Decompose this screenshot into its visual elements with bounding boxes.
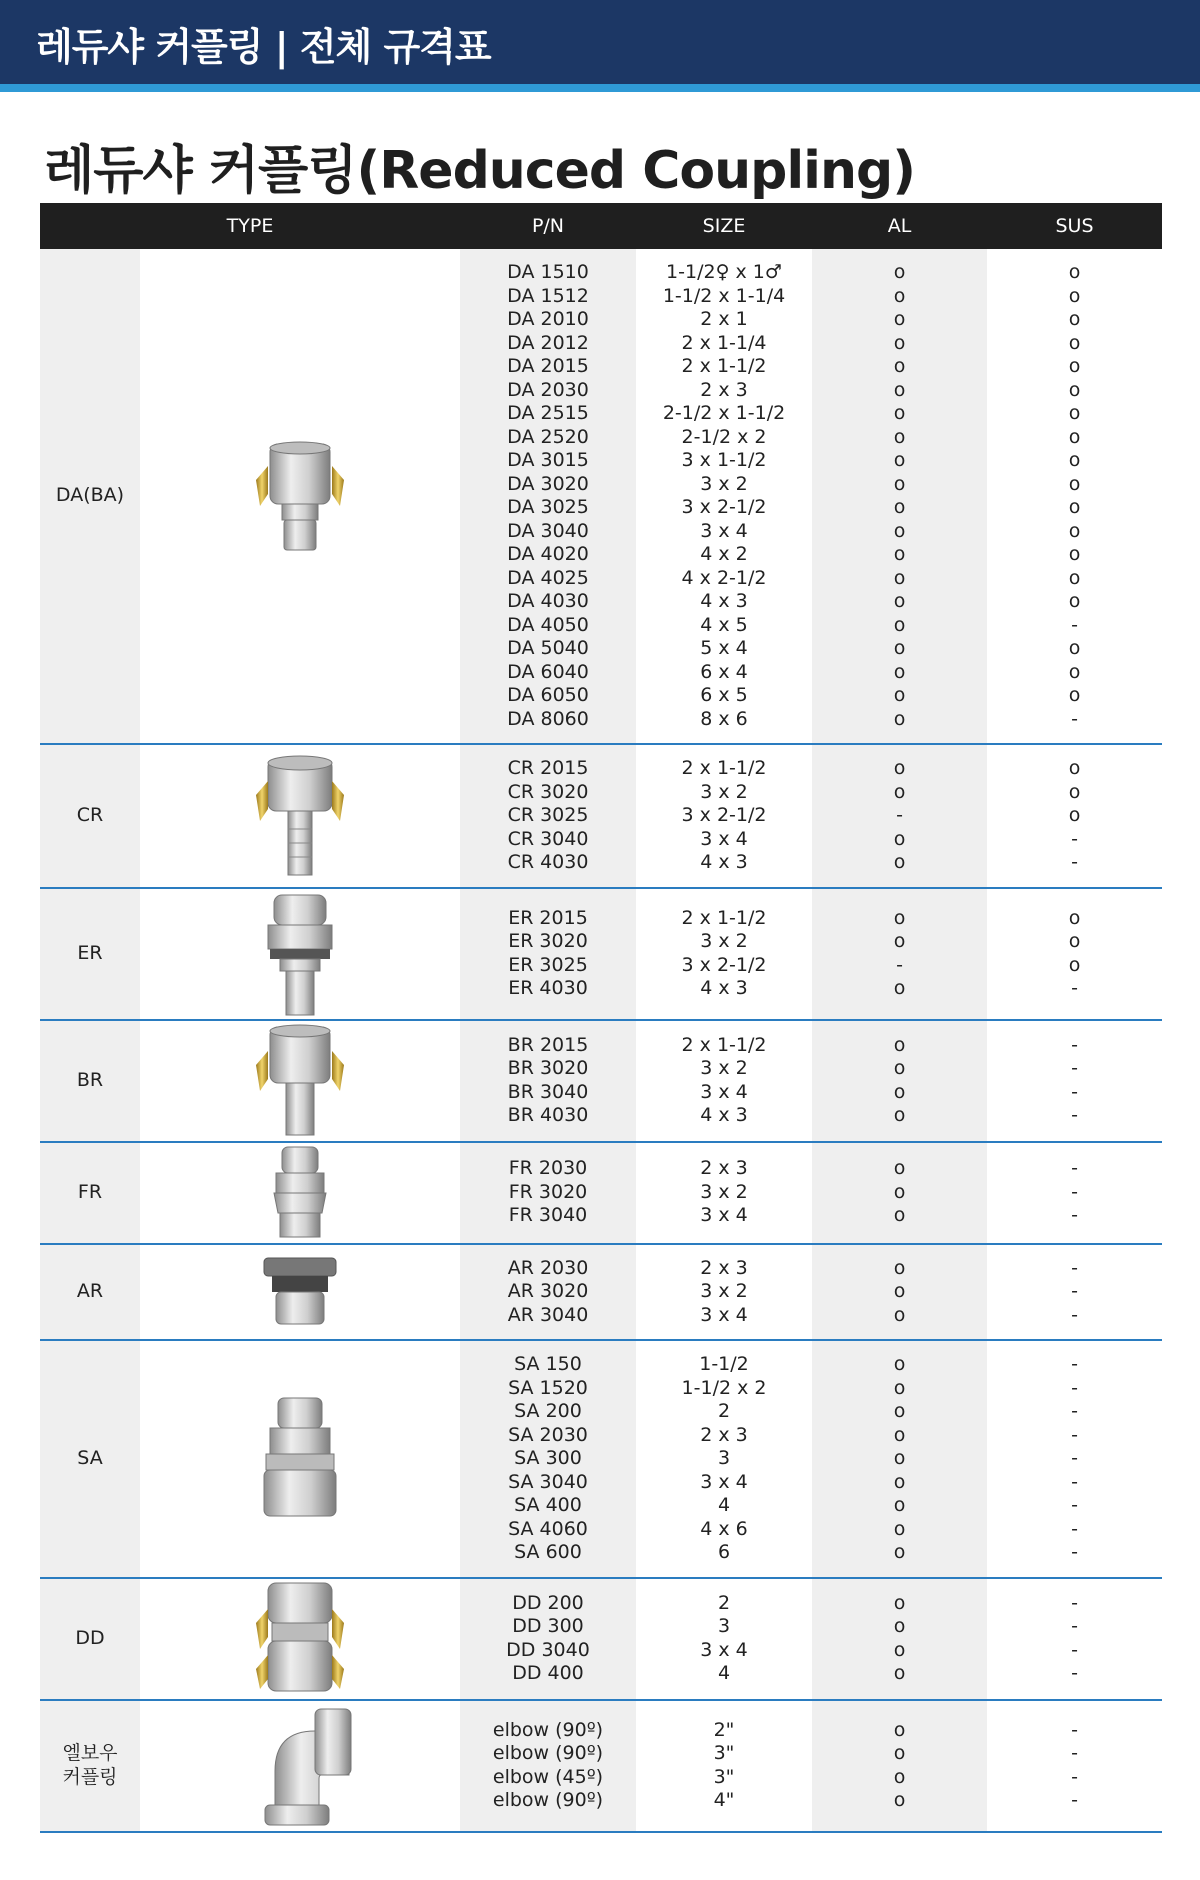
pn-cell: DA 6040 <box>507 660 589 683</box>
al-cell: o <box>893 284 906 307</box>
pn-cell: DA 3025 <box>507 496 589 518</box>
size-cell: 2 <box>717 1400 731 1422</box>
sus-cell: o <box>1068 378 1081 401</box>
pn-column <box>460 889 636 1019</box>
table-group <box>40 1341 1162 1579</box>
pn-cell: DA 2010 <box>507 308 589 330</box>
header-pn: P/N <box>531 215 565 237</box>
pn-cell: elbow (90º) <box>492 1789 604 1811</box>
al-cell: o <box>893 472 906 495</box>
header-size: SIZE <box>702 215 746 237</box>
size-cell: 4 x 5 <box>700 613 748 636</box>
size-cell: 5 x 4 <box>700 637 748 659</box>
sus-cell: o <box>1068 566 1081 589</box>
sus-cell: o <box>1068 449 1081 471</box>
header-type: TYPE <box>226 215 274 237</box>
size-cell: 4 x 6 <box>700 1517 748 1540</box>
sus-cell: - <box>1071 1033 1078 1056</box>
size-cell: 2-1/2 x 2 <box>681 425 767 448</box>
type-label: DA(BA) <box>40 249 140 743</box>
size-cell: 3 x 2-1/2 <box>681 496 767 518</box>
al-cell: - <box>896 953 903 976</box>
pn-column <box>460 1341 636 1577</box>
pn-cell: DA 4020 <box>507 543 589 565</box>
size-cell: 3 x 4 <box>700 1638 748 1661</box>
al-cell: o <box>893 1080 906 1103</box>
sus-column <box>987 1143 1162 1243</box>
size-cell: 4 x 3 <box>700 1104 748 1126</box>
size-cell: 2 <box>717 1591 731 1614</box>
top-banner <box>0 0 1200 84</box>
pn-cell: DA 2030 <box>507 378 589 401</box>
table-group <box>40 1701 1162 1833</box>
sus-cell: - <box>1071 1376 1078 1399</box>
sus-column <box>987 1021 1162 1141</box>
sus-column <box>987 1701 1162 1831</box>
size-cell: 3 x 2-1/2 <box>681 953 767 976</box>
al-cell: o <box>893 1615 906 1637</box>
table-group <box>40 1021 1162 1143</box>
al-cell: o <box>893 1256 906 1279</box>
size-cell: 2 x 3 <box>700 378 748 401</box>
al-column <box>812 1341 987 1577</box>
size-cell: 6 x 5 <box>700 684 748 706</box>
fr-coupling-image <box>140 1143 460 1243</box>
size-cell: 2 x 1 <box>700 308 748 330</box>
size-cell: 3 x 2 <box>700 930 748 952</box>
pn-cell: DA 2520 <box>507 425 589 448</box>
al-cell: o <box>893 449 906 471</box>
pn-column <box>460 1021 636 1141</box>
al-cell: o <box>893 331 906 354</box>
al-cell: - <box>896 804 903 826</box>
al-column <box>812 1021 987 1141</box>
size-column <box>636 1579 812 1699</box>
size-cell: 3 x 2 <box>700 1057 748 1079</box>
size-cell: 3 x 2 <box>700 1280 748 1302</box>
al-cell: o <box>893 1303 906 1326</box>
al-cell: o <box>893 1541 906 1563</box>
al-column <box>812 1143 987 1243</box>
size-cell: 2 x 3 <box>700 1423 748 1446</box>
ar-coupling-image <box>140 1245 460 1340</box>
sus-column <box>987 1579 1162 1699</box>
al-cell: o <box>893 1662 906 1684</box>
pn-column <box>460 1579 636 1699</box>
al-column <box>812 745 987 887</box>
size-cell: 2" <box>713 1718 735 1741</box>
size-cell: 4 <box>717 1494 731 1516</box>
pn-cell: BR 2015 <box>507 1033 589 1056</box>
al-cell: o <box>893 496 906 518</box>
al-column <box>812 249 987 743</box>
al-cell: o <box>893 1376 906 1399</box>
pn-cell: BR 3020 <box>507 1057 589 1079</box>
pn-cell: DA 1510 <box>507 261 589 283</box>
size-cell: 3 x 4 <box>700 1303 748 1326</box>
pn-cell: DA 2015 <box>507 355 589 377</box>
size-cell: 4 x 2-1/2 <box>681 566 767 589</box>
pn-cell: SA 3040 <box>508 1470 588 1493</box>
size-cell: 2-1/2 x 1-1/2 <box>662 402 786 424</box>
al-cell: o <box>893 1204 906 1227</box>
pn-cell: SA 4060 <box>508 1517 588 1540</box>
sus-cell: o <box>1068 953 1081 976</box>
size-cell: 2 x 1-1/4 <box>681 331 767 354</box>
pn-cell: FR 3040 <box>508 1204 588 1227</box>
er-coupling-image <box>140 889 460 1019</box>
pn-cell: DA 1512 <box>507 284 589 307</box>
size-cell: 3 x 2 <box>700 780 748 803</box>
al-cell: o <box>893 1400 906 1422</box>
type-label: CR <box>40 745 140 887</box>
type-label: FR <box>40 1143 140 1243</box>
sus-column <box>987 889 1162 1019</box>
size-cell: 3 <box>717 1447 731 1469</box>
size-cell: 3 x 4 <box>700 519 748 542</box>
al-cell: o <box>893 684 906 706</box>
size-cell: 3 x 2 <box>700 472 748 495</box>
al-column <box>812 1701 987 1831</box>
al-cell: o <box>893 1765 906 1788</box>
al-cell: o <box>893 261 906 283</box>
type-label: ER <box>40 889 140 1019</box>
pn-cell: FR 3020 <box>508 1180 588 1203</box>
pn-cell: DA 3015 <box>507 449 589 471</box>
al-cell: o <box>893 757 906 779</box>
pn-cell: CR 3040 <box>507 827 589 850</box>
header-al: AL <box>887 215 912 237</box>
banner-title: 레듀샤 커플링 | 전체 규격표 <box>36 25 491 69</box>
sus-column <box>987 249 1162 743</box>
sus-cell: o <box>1068 331 1081 354</box>
pn-cell: DA 6050 <box>507 684 589 706</box>
pn-cell: DA 2515 <box>507 402 589 424</box>
page-title: 레듀샤 커플링(Reduced Coupling) <box>44 141 916 201</box>
pn-column <box>460 1143 636 1243</box>
sus-cell: o <box>1068 402 1081 424</box>
sus-cell: - <box>1071 1104 1078 1126</box>
al-cell: o <box>893 566 906 589</box>
size-cell: 1-1/2 x 2 <box>681 1376 767 1399</box>
al-cell: o <box>893 1638 906 1661</box>
size-cell: 3 x 2 <box>700 1180 748 1203</box>
sus-column <box>987 1341 1162 1577</box>
sus-cell: o <box>1068 637 1081 659</box>
sus-cell: - <box>1071 613 1078 636</box>
al-cell: o <box>893 977 906 999</box>
sus-cell: - <box>1071 1789 1078 1811</box>
al-cell: o <box>893 1742 906 1764</box>
size-cell: 2 x 1-1/2 <box>681 355 767 377</box>
al-cell: o <box>893 425 906 448</box>
size-cell: 4 x 3 <box>700 977 748 999</box>
size-cell: 1-1/2 <box>699 1353 749 1375</box>
sus-cell: - <box>1071 1494 1078 1516</box>
size-column <box>636 1701 812 1831</box>
size-cell: 4 x 3 <box>700 590 748 612</box>
pn-cell: DA 5040 <box>507 637 589 659</box>
pn-cell: CR 3020 <box>507 780 589 803</box>
size-cell: 6 x 4 <box>700 660 748 683</box>
pn-cell: ER 3020 <box>508 930 588 952</box>
al-cell: o <box>893 1157 906 1180</box>
sus-cell: - <box>1071 1157 1078 1180</box>
table-group <box>40 889 1162 1021</box>
al-cell: o <box>893 637 906 659</box>
size-cell: 2 x 3 <box>700 1157 748 1180</box>
type-label: 엘보우 커플링 <box>40 1701 140 1831</box>
al-cell: o <box>893 378 906 401</box>
cr-coupling-image <box>140 745 460 887</box>
pn-cell: elbow (90º) <box>492 1742 604 1764</box>
sus-column <box>987 1245 1162 1340</box>
sus-cell: - <box>1071 1080 1078 1103</box>
al-cell: o <box>893 1180 906 1203</box>
pn-cell: elbow (45º) <box>492 1765 604 1788</box>
pn-cell: SA 200 <box>514 1400 582 1422</box>
size-cell: 3 x 2-1/2 <box>681 804 767 826</box>
pn-cell: DD 200 <box>512 1591 584 1614</box>
sus-cell: - <box>1071 1591 1078 1614</box>
pn-cell: DA 3020 <box>507 472 589 495</box>
size-cell: 3" <box>713 1742 735 1764</box>
size-cell: 3 x 1-1/2 <box>681 449 767 471</box>
pn-cell: DA 4030 <box>507 590 589 612</box>
sus-cell: - <box>1071 1638 1078 1661</box>
table-group <box>40 1143 1162 1245</box>
elbow-coupling-image <box>140 1701 460 1831</box>
al-column <box>812 889 987 1019</box>
al-cell: o <box>893 1280 906 1302</box>
sus-cell: - <box>1071 827 1078 850</box>
pn-cell: CR 2015 <box>507 757 589 779</box>
al-cell: o <box>893 1494 906 1516</box>
sus-cell: - <box>1071 1303 1078 1326</box>
pn-column <box>460 249 636 743</box>
al-cell: o <box>893 1789 906 1811</box>
sus-cell: - <box>1071 1057 1078 1079</box>
da-coupling-image <box>140 249 460 743</box>
size-column <box>636 745 812 887</box>
al-cell: o <box>893 543 906 565</box>
table-body <box>40 249 1162 1833</box>
type-label: AR <box>40 1245 140 1340</box>
size-cell: 3 x 4 <box>700 1204 748 1227</box>
sus-cell: o <box>1068 804 1081 826</box>
pn-cell: elbow (90º) <box>492 1718 604 1741</box>
table-group <box>40 745 1162 889</box>
size-cell: 1-1/2 x 1-1/4 <box>662 284 786 307</box>
sus-cell: o <box>1068 496 1081 518</box>
sus-cell: o <box>1068 308 1081 330</box>
al-cell: o <box>893 1591 906 1614</box>
pn-column <box>460 1701 636 1831</box>
sus-column <box>987 745 1162 887</box>
sus-cell: - <box>1071 1718 1078 1741</box>
pn-cell: AR 3040 <box>507 1303 589 1326</box>
size-cell: 3 <box>717 1615 731 1637</box>
size-cell: 8 x 6 <box>700 707 748 730</box>
sus-cell: - <box>1071 1280 1078 1302</box>
sus-cell: - <box>1071 1541 1078 1563</box>
sus-cell: - <box>1071 1447 1078 1469</box>
pn-cell: DD 400 <box>512 1662 584 1684</box>
pn-cell: AR 3020 <box>507 1280 589 1302</box>
al-cell: o <box>893 906 906 929</box>
size-column <box>636 1143 812 1243</box>
al-cell: o <box>893 930 906 952</box>
sus-cell: o <box>1068 425 1081 448</box>
al-cell: o <box>893 851 906 873</box>
br-coupling-image <box>140 1021 460 1141</box>
al-cell: o <box>893 1470 906 1493</box>
al-column <box>812 1245 987 1340</box>
pn-cell: BR 3040 <box>507 1080 589 1103</box>
pn-cell: SA 300 <box>514 1447 582 1469</box>
sus-cell: - <box>1071 1400 1078 1422</box>
pn-cell: DA 4025 <box>507 566 589 589</box>
al-cell: o <box>893 613 906 636</box>
size-cell: 3" <box>713 1765 735 1788</box>
sus-cell: - <box>1071 1423 1078 1446</box>
al-cell: o <box>893 308 906 330</box>
size-cell: 3 x 4 <box>700 1080 748 1103</box>
al-cell: o <box>893 1033 906 1056</box>
size-column <box>636 1021 812 1141</box>
sus-cell: - <box>1071 851 1078 873</box>
al-cell: o <box>893 590 906 612</box>
sus-cell: o <box>1068 684 1081 706</box>
sus-cell: o <box>1068 355 1081 377</box>
al-cell: o <box>893 707 906 730</box>
sus-cell: - <box>1071 1180 1078 1203</box>
table-group <box>40 249 1162 745</box>
size-cell: 3 x 4 <box>700 827 748 850</box>
pn-cell: DA 3040 <box>507 519 589 542</box>
pn-column <box>460 745 636 887</box>
pn-cell: SA 400 <box>514 1494 582 1516</box>
sus-cell: o <box>1068 472 1081 495</box>
size-cell: 2 x 1-1/2 <box>681 757 767 779</box>
al-cell: o <box>893 827 906 850</box>
al-cell: o <box>893 780 906 803</box>
pn-cell: DA 8060 <box>507 707 589 730</box>
sus-cell: o <box>1068 906 1081 929</box>
sus-cell: - <box>1071 977 1078 999</box>
size-cell: 4" <box>713 1789 735 1811</box>
pn-cell: SA 1520 <box>508 1376 588 1399</box>
sus-cell: - <box>1071 1765 1078 1788</box>
al-cell: o <box>893 1447 906 1469</box>
al-cell: o <box>893 1057 906 1079</box>
size-column <box>636 1341 812 1577</box>
table-group <box>40 1245 1162 1342</box>
size-cell: 4 x 3 <box>700 851 748 873</box>
size-column <box>636 889 812 1019</box>
pn-cell: ER 2015 <box>508 906 588 929</box>
size-cell: 2 x 1-1/2 <box>681 1033 767 1056</box>
sus-cell: - <box>1071 1470 1078 1493</box>
sus-cell: - <box>1071 1742 1078 1764</box>
pn-cell: SA 150 <box>514 1353 582 1375</box>
pn-cell: DA 2012 <box>507 331 589 354</box>
pn-cell: ER 3025 <box>508 953 588 976</box>
sus-cell: o <box>1068 930 1081 952</box>
sus-cell: - <box>1071 1353 1078 1375</box>
sus-cell: - <box>1071 1662 1078 1684</box>
pn-cell: ER 4030 <box>508 977 588 999</box>
sus-cell: - <box>1071 707 1078 730</box>
sus-cell: - <box>1071 1256 1078 1279</box>
sus-cell: - <box>1071 1517 1078 1540</box>
sus-cell: o <box>1068 757 1081 779</box>
pn-cell: SA 2030 <box>508 1423 588 1446</box>
sus-cell: o <box>1068 660 1081 683</box>
size-cell: 2 x 3 <box>700 1256 748 1279</box>
size-cell: 2 x 1-1/2 <box>681 906 767 929</box>
pn-cell: DA 4050 <box>507 613 589 636</box>
al-column <box>812 1579 987 1699</box>
sus-cell: o <box>1068 780 1081 803</box>
sus-cell: o <box>1068 590 1081 612</box>
pn-column <box>460 1245 636 1340</box>
al-cell: o <box>893 1517 906 1540</box>
al-cell: o <box>893 1353 906 1375</box>
header-sus: SUS <box>1055 215 1094 237</box>
size-column <box>636 249 812 743</box>
type-label: DD <box>40 1579 140 1699</box>
al-cell: o <box>893 355 906 377</box>
table-header <box>40 203 1162 249</box>
al-cell: o <box>893 519 906 542</box>
size-cell: 6 <box>717 1541 731 1563</box>
spec-table <box>40 203 1162 1833</box>
pn-cell: BR 4030 <box>507 1104 589 1126</box>
pn-cell: SA 600 <box>514 1541 582 1563</box>
pn-cell: DD 300 <box>512 1615 584 1637</box>
sus-cell: - <box>1071 1615 1078 1637</box>
size-cell: 4 <box>717 1662 731 1684</box>
al-cell: o <box>893 660 906 683</box>
banner-stripe <box>0 84 1200 92</box>
table-group <box>40 1579 1162 1701</box>
pn-cell: CR 3025 <box>507 804 589 826</box>
sus-cell: o <box>1068 543 1081 565</box>
pn-cell: DD 3040 <box>506 1638 590 1661</box>
al-cell: o <box>893 402 906 424</box>
al-cell: o <box>893 1423 906 1446</box>
al-cell: o <box>893 1104 906 1126</box>
pn-cell: CR 4030 <box>507 851 589 873</box>
dd-coupling-image <box>140 1579 460 1699</box>
pn-cell: AR 2030 <box>507 1256 589 1279</box>
size-cell: 3 x 4 <box>700 1470 748 1493</box>
size-cell: 4 x 2 <box>700 543 748 565</box>
al-cell: o <box>893 1718 906 1741</box>
sus-cell: o <box>1068 519 1081 542</box>
sa-coupling-image <box>140 1341 460 1577</box>
sus-cell: o <box>1068 261 1081 283</box>
type-label: SA <box>40 1341 140 1577</box>
type-label: BR <box>40 1021 140 1141</box>
size-column <box>636 1245 812 1340</box>
pn-cell: FR 2030 <box>508 1157 588 1180</box>
sus-cell: o <box>1068 284 1081 307</box>
sus-cell: - <box>1071 1204 1078 1227</box>
size-cell: 1-1/2♀ x 1♂ <box>666 261 782 283</box>
